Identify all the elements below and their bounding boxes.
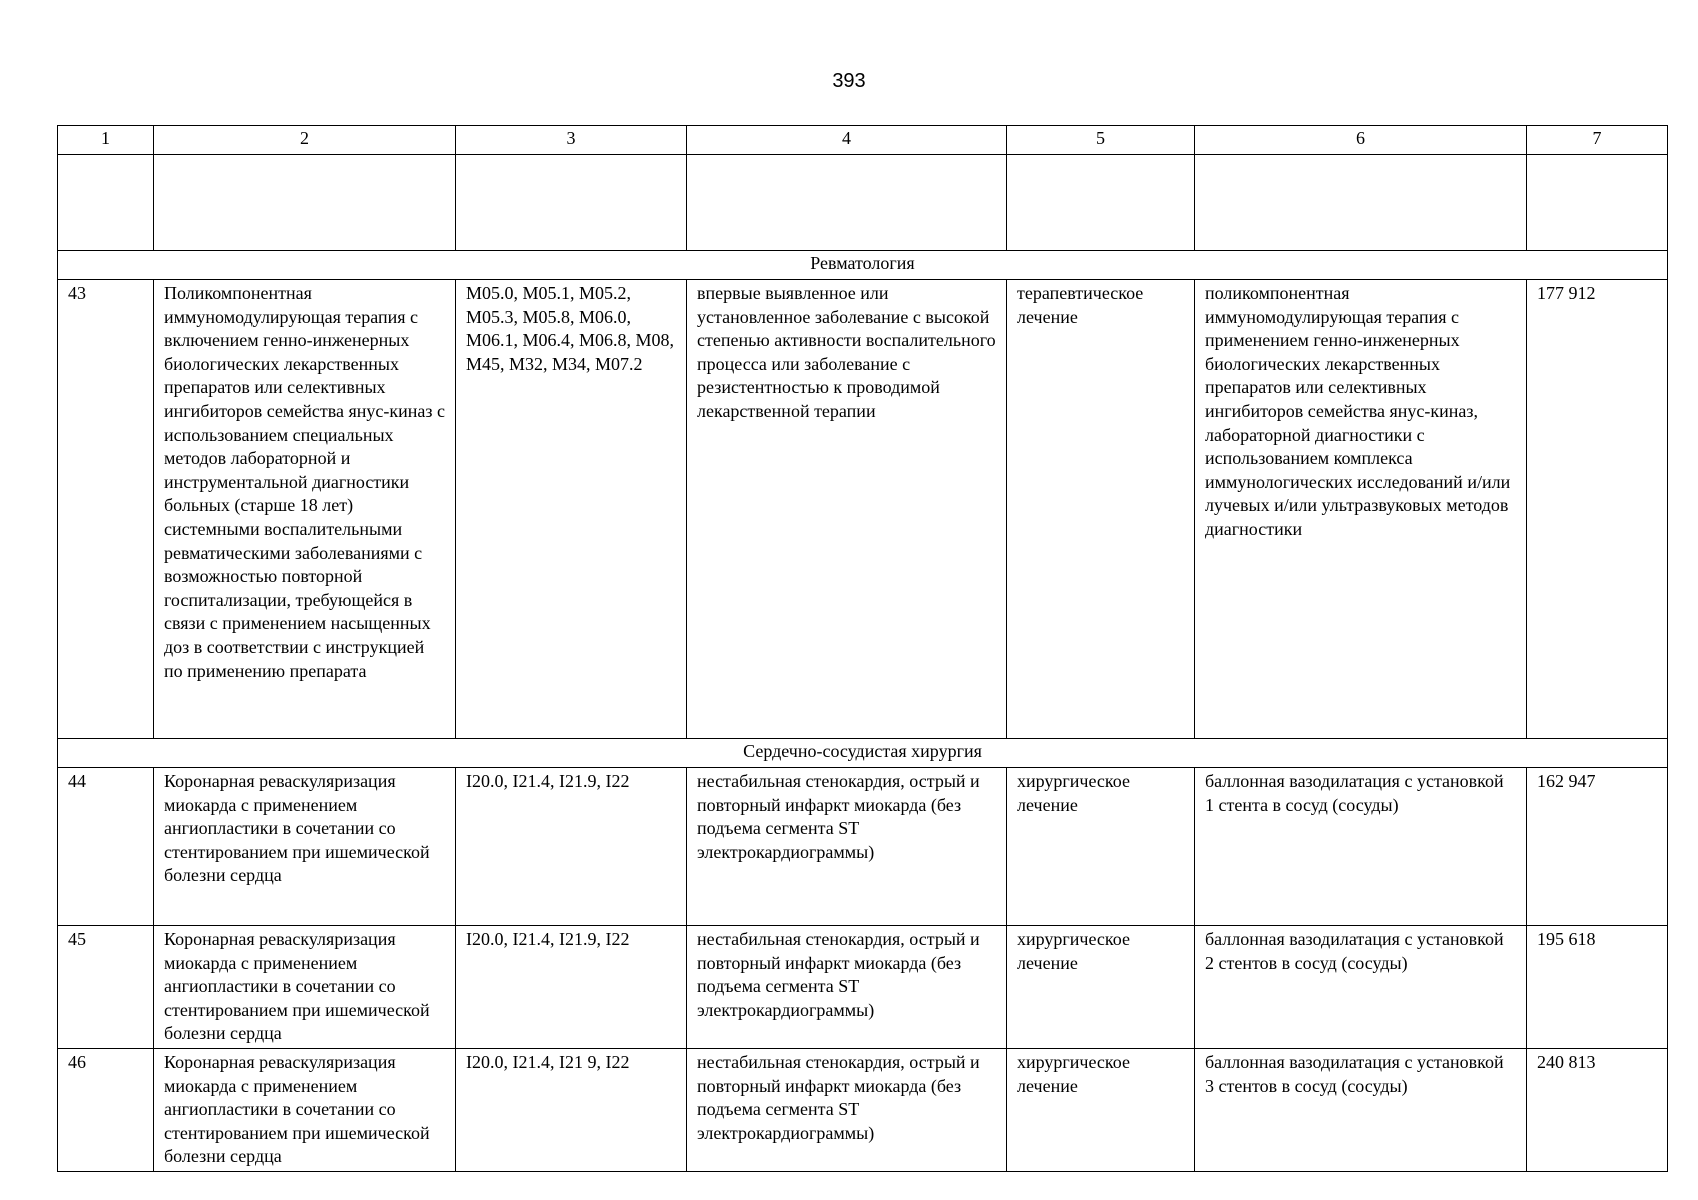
intervention-name: Коронарная реваскуляризация миокарда с применением ангиопластики в сочетании со стентированием при ишемической болезни сердца — [154, 926, 456, 1049]
intervention-name: Коронарная реваскуляризация миокарда с применением ангиопластики в сочетании со стентированием при ишемической болезни сердца — [154, 768, 456, 926]
row-number: 44 — [58, 768, 154, 926]
column-header: 5 — [1007, 126, 1195, 155]
column-header: 2 — [154, 126, 456, 155]
cost-value: 240 813 — [1527, 1048, 1668, 1171]
table-cell — [154, 155, 456, 251]
column-header: 1 — [58, 126, 154, 155]
section-header-row — [58, 739, 1668, 768]
section-title: Ревматология — [58, 251, 1668, 280]
patient-model: нестабильная стенокардия, острый и повторный инфаркт миокарда (без подъема сегмента ST электрокардиограммы) — [687, 1048, 1007, 1171]
patient-model: нестабильная стенокардия, острый и повторный инфаркт миокарда (без подъема сегмента ST электрокардиограммы) — [687, 926, 1007, 1049]
medical-care-table — [57, 125, 1668, 1172]
diagnosis-codes: M05.0, M05.1, M05.2, M05.3, M05.8, M06.0, M06.1, M06.4, M06.8, M08, M45, M32, M34, M07.2 — [456, 280, 687, 739]
table-cell — [456, 155, 687, 251]
treatment-method: баллонная вазодилатация с установкой 1 стента в сосуд (сосуды) — [1195, 768, 1527, 926]
table-row — [58, 1048, 1668, 1171]
empty-row — [58, 155, 1668, 251]
page-number: 393 — [832, 70, 866, 92]
intervention-name: Поликомпонентная иммуномодулирующая терапия с включением генно-инженерных биологических лекарственных препаратов или селективных ингибиторов семейства янус-киназ с использованием специальных методов лабораторной и инструментальной диагностики больных (старше 18 лет) системными воспалительными ревматическими заболеваниями с возможностью повторной госпитализации, требующейся в связи с применением насыщенных доз в соответствии с инструкцией по применению препарата — [154, 280, 456, 739]
cost-value: 177 912 — [1527, 280, 1668, 739]
table-cell — [687, 155, 1007, 251]
treatment-type: хирургическое лечение — [1007, 926, 1195, 1049]
section-title: Сердечно-сосудистая хирургия — [58, 739, 1668, 768]
treatment-method: поликомпонентная иммуномодулирующая терапия с применением генно-инженерных биологических лекарственных препаратов или селективных ингибиторов семейства янус-киназ, лабораторной диагностики с использованием комплекса иммунологических исследований и/или лучевых и/или ультразвуковых методов диагностики — [1195, 280, 1527, 739]
treatment-type: терапевтическое лечение — [1007, 280, 1195, 739]
table-cell — [1195, 155, 1527, 251]
column-header: 7 — [1527, 126, 1668, 155]
treatment-method: баллонная вазодилатация с установкой 2 стентов в сосуд (сосуды) — [1195, 926, 1527, 1049]
table-row — [58, 280, 1668, 739]
row-number: 43 — [58, 280, 154, 739]
table-cell — [58, 155, 154, 251]
table-cell — [1007, 155, 1195, 251]
column-header: 6 — [1195, 126, 1527, 155]
section-header-row — [58, 251, 1668, 280]
diagnosis-codes: I20.0, I21.4, I21.9, I22 — [456, 768, 687, 926]
column-header-row — [58, 126, 1668, 155]
intervention-name: Коронарная реваскуляризация миокарда с применением ангиопластики в сочетании со стентированием при ишемической болезни сердца — [154, 1048, 456, 1171]
diagnosis-codes: I20.0, I21.4, I21 9, I22 — [456, 1048, 687, 1171]
cost-value: 162 947 — [1527, 768, 1668, 926]
treatment-type: хирургическое лечение — [1007, 768, 1195, 926]
table-cell — [1527, 155, 1668, 251]
patient-model: впервые выявленное или установленное заболевание с высокой степенью активности воспалительного процесса или заболевание с резистентностью к проводимой лекарственной терапии — [687, 280, 1007, 739]
row-number: 46 — [58, 1048, 154, 1171]
row-number: 45 — [58, 926, 154, 1049]
table-row — [58, 926, 1668, 1049]
cost-value: 195 618 — [1527, 926, 1668, 1049]
table-row — [58, 768, 1668, 926]
treatment-type: хирургическое лечение — [1007, 1048, 1195, 1171]
column-header: 4 — [687, 126, 1007, 155]
treatment-method: баллонная вазодилатация с установкой 3 стентов в сосуд (сосуды) — [1195, 1048, 1527, 1171]
patient-model: нестабильная стенокардия, острый и повторный инфаркт миокарда (без подъема сегмента ST электрокардиограммы) — [687, 768, 1007, 926]
diagnosis-codes: I20.0, I21.4, I21.9, I22 — [456, 926, 687, 1049]
column-header: 3 — [456, 126, 687, 155]
